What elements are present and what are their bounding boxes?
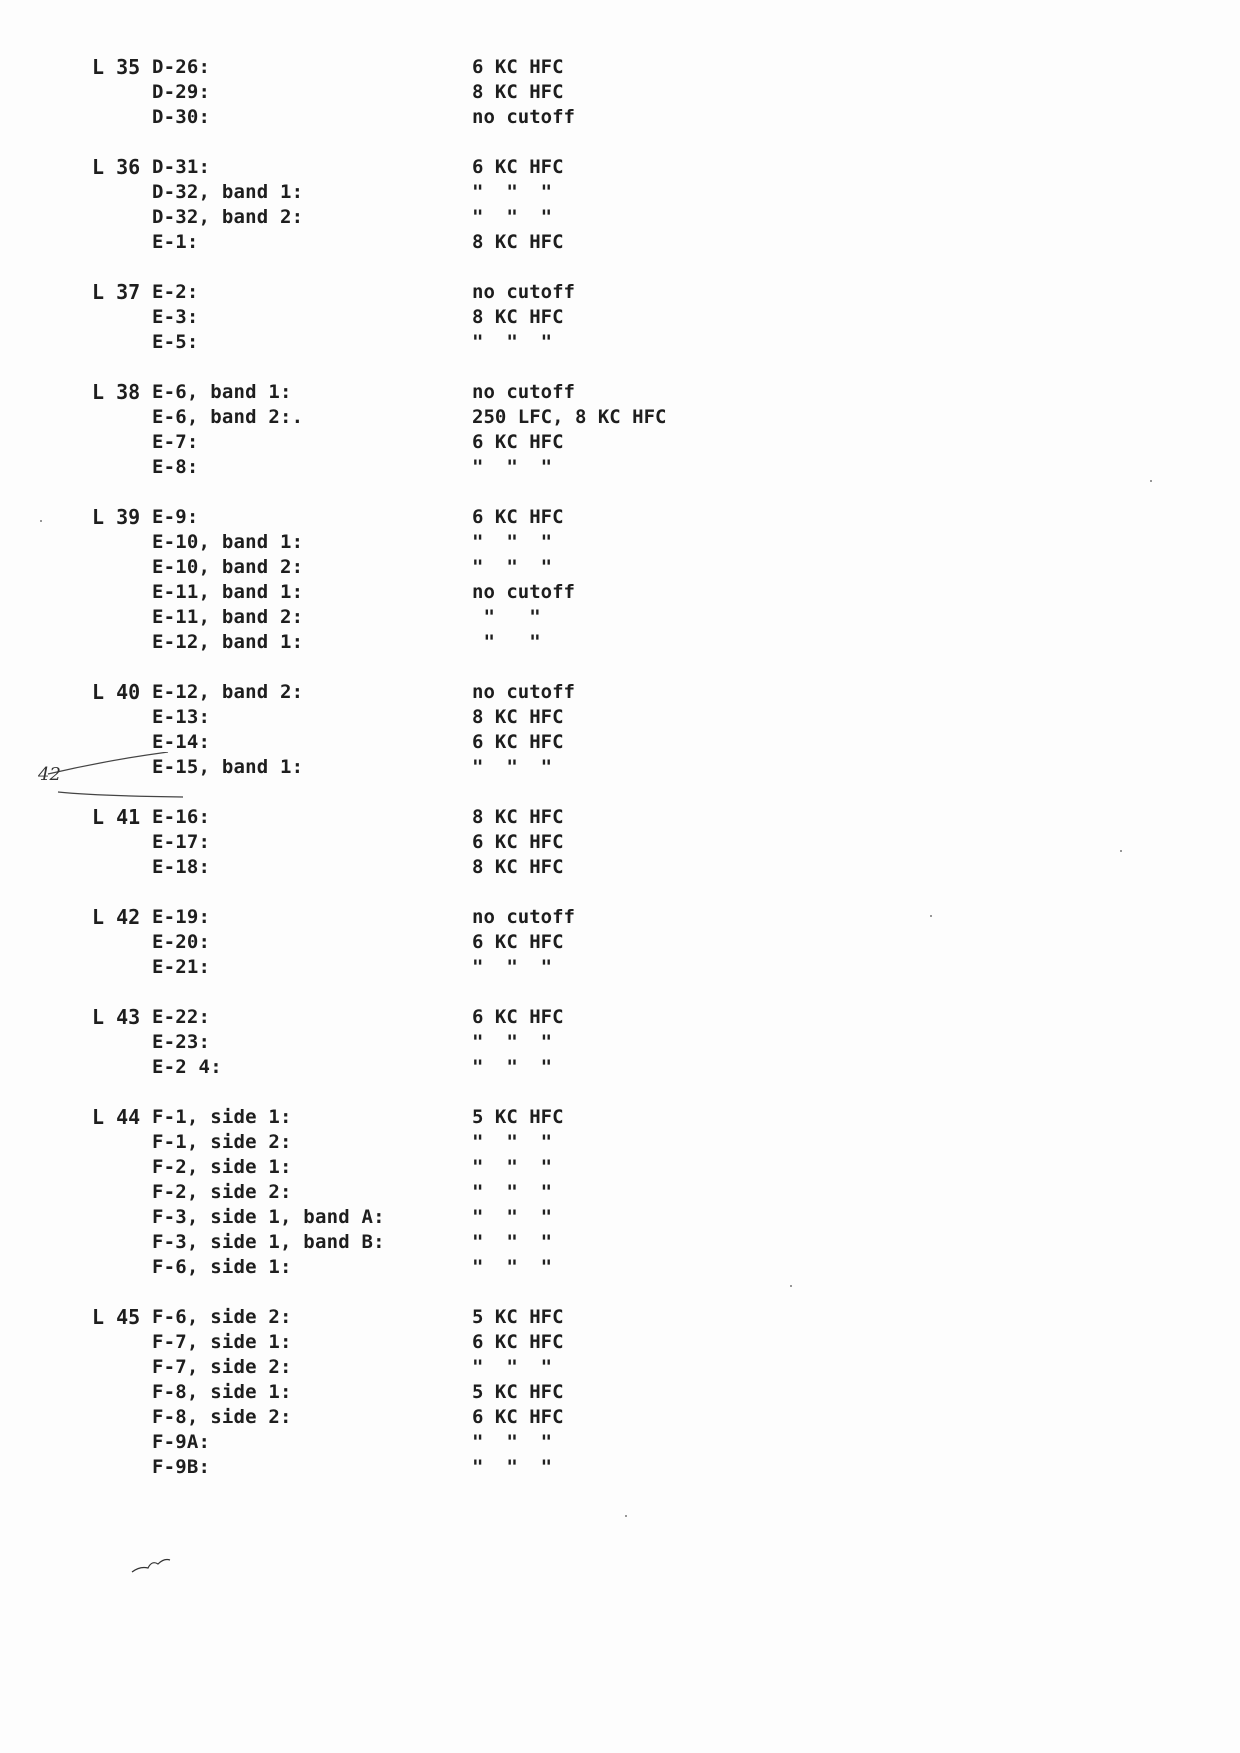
entry-row: [92, 455, 912, 480]
entry-row: [92, 305, 912, 330]
entry-row: [92, 1055, 912, 1080]
reel-label: [92, 105, 152, 130]
filter-cutoff: " " ": [472, 206, 553, 228]
entry-row: [92, 380, 912, 405]
disc-id: E-13:: [152, 706, 211, 728]
disc-id: D-29:: [152, 81, 211, 103]
entry-row: [92, 1355, 912, 1380]
reel-group: [92, 905, 912, 980]
entry-row: [92, 155, 912, 180]
filter-cutoff: no cutoff: [472, 281, 575, 303]
reel-group: [92, 155, 912, 255]
reel-label: [92, 180, 152, 205]
entry-row: [92, 1155, 912, 1180]
entry-row: [92, 430, 912, 455]
reel-group: [92, 280, 912, 355]
filter-cutoff: " " ": [472, 1256, 553, 1278]
entry-row: [92, 1005, 912, 1030]
reel-label: L 40: [92, 680, 141, 704]
filter-cutoff: no cutoff: [472, 906, 575, 928]
reel-group: [92, 1005, 912, 1080]
entry-row: [92, 1380, 912, 1405]
paper-speck: [930, 915, 932, 917]
filter-cutoff: 6 KC HFC: [472, 431, 564, 453]
filter-cutoff: 8 KC HFC: [472, 856, 564, 878]
entry-row: [92, 1180, 912, 1205]
reel-label: [92, 1155, 152, 1180]
entry-row: [92, 55, 912, 80]
disc-id: F-9A:: [152, 1431, 211, 1453]
disc-id: E-11, band 1:: [152, 581, 304, 603]
entry-row: [92, 605, 912, 630]
entry-row: [92, 1205, 912, 1230]
entry-row: [92, 1255, 912, 1280]
disc-id: F-9B:: [152, 1456, 211, 1478]
reel-label: [92, 580, 152, 605]
reel-group: [92, 805, 912, 880]
reel-label: [92, 1430, 152, 1455]
reel-label: [92, 1380, 152, 1405]
entry-row: [92, 1030, 912, 1055]
reel-label: [92, 1180, 152, 1205]
entry-row: [92, 1230, 912, 1255]
entry-row: [92, 680, 912, 705]
reel-label: [92, 1355, 152, 1380]
reel-label: [92, 1030, 152, 1055]
reel-label: [92, 955, 152, 980]
filter-cutoff: 8 KC HFC: [472, 706, 564, 728]
disc-id: E-2 4:: [152, 1056, 222, 1078]
filter-cutoff: " " ": [472, 1181, 553, 1203]
reel-label: L 44: [92, 1105, 141, 1129]
filter-cutoff: " " ": [472, 1356, 553, 1378]
disc-id: E-22:: [152, 1006, 211, 1028]
entry-row: [92, 405, 912, 430]
filter-cutoff: no cutoff: [472, 106, 575, 128]
disc-id: E-23:: [152, 1031, 211, 1053]
filter-cutoff: 6 KC HFC: [472, 831, 564, 853]
paper-speck: [40, 520, 42, 522]
disc-id: F-1, side 2:: [152, 1131, 292, 1153]
filter-cutoff: " " ": [472, 456, 553, 478]
disc-id: E-12, band 2:: [152, 681, 304, 703]
filter-cutoff: " " ": [472, 331, 553, 353]
filter-cutoff: " " ": [472, 1231, 553, 1253]
reel-label: [92, 430, 152, 455]
reel-label: [92, 230, 152, 255]
reel-label: [92, 1055, 152, 1080]
entry-row: [92, 1105, 912, 1130]
disc-id: E-17:: [152, 831, 211, 853]
disc-id: E-2:: [152, 281, 199, 303]
disc-id: E-3:: [152, 306, 199, 328]
reel-label: [92, 830, 152, 855]
entry-row: [92, 1305, 912, 1330]
entry-row: [92, 955, 912, 980]
disc-id: E-1:: [152, 231, 199, 253]
cutoff-listing: [92, 55, 912, 1505]
reel-label: L 42: [92, 905, 141, 929]
entry-row: [92, 505, 912, 530]
reel-label: L 35: [92, 55, 141, 79]
entry-row: [92, 805, 912, 830]
filter-cutoff: 8 KC HFC: [472, 306, 564, 328]
reel-label: L 45: [92, 1305, 141, 1329]
filter-cutoff: " " ": [472, 1156, 553, 1178]
entry-row: [92, 930, 912, 955]
paper-speck: [1150, 480, 1152, 482]
disc-id: F-3, side 1, band B:: [152, 1231, 385, 1253]
paper-speck: [625, 1515, 627, 1517]
disc-id: E-5:: [152, 331, 199, 353]
reel-label: [92, 205, 152, 230]
reel-label: [92, 855, 152, 880]
disc-id: E-10, band 1:: [152, 531, 304, 553]
disc-id: E-16:: [152, 806, 211, 828]
filter-cutoff: " " ": [472, 1031, 553, 1053]
filter-cutoff: " " ": [472, 756, 553, 778]
reel-label: L 43: [92, 1005, 141, 1029]
entry-row: [92, 180, 912, 205]
entry-row: [92, 280, 912, 305]
margin-note-text: 42: [38, 764, 61, 785]
filter-cutoff: " " ": [472, 1131, 553, 1153]
entry-row: [92, 230, 912, 255]
filter-cutoff: " " ": [472, 1056, 553, 1078]
disc-id: D-32, band 1:: [152, 181, 304, 203]
disc-id: D-30:: [152, 106, 211, 128]
filter-cutoff: 5 KC HFC: [472, 1106, 564, 1128]
reel-label: L 39: [92, 505, 141, 529]
entry-row: [92, 1430, 912, 1455]
filter-cutoff: " " ": [472, 1456, 553, 1478]
disc-id: F-6, side 1:: [152, 1256, 292, 1278]
disc-id: E-6, band 2:.: [152, 406, 304, 428]
filter-cutoff: " " ": [472, 956, 553, 978]
reel-label: [92, 1455, 152, 1480]
entry-row: [92, 555, 912, 580]
disc-id: F-6, side 2:: [152, 1306, 292, 1328]
disc-id: F-7, side 1:: [152, 1331, 292, 1353]
filter-cutoff: " ": [472, 606, 541, 628]
filter-cutoff: " " ": [472, 531, 553, 553]
disc-id: E-9:: [152, 506, 199, 528]
disc-id: E-8:: [152, 456, 199, 478]
reel-label: [92, 555, 152, 580]
disc-id: D-26:: [152, 56, 211, 78]
reel-label: [92, 330, 152, 355]
reel-label: [92, 1330, 152, 1355]
disc-id: E-18:: [152, 856, 211, 878]
entry-row: [92, 1130, 912, 1155]
entry-row: [92, 1330, 912, 1355]
reel-label: [92, 605, 152, 630]
entry-row: [92, 630, 912, 655]
handwritten-squiggle: [130, 1548, 190, 1578]
reel-group: [92, 380, 912, 480]
reel-label: [92, 1205, 152, 1230]
entry-row: [92, 1405, 912, 1430]
filter-cutoff: no cutoff: [472, 581, 575, 603]
entry-row: [92, 1455, 912, 1480]
disc-id: E-20:: [152, 931, 211, 953]
filter-cutoff: 6 KC HFC: [472, 156, 564, 178]
entry-row: [92, 205, 912, 230]
reel-label: [92, 455, 152, 480]
reel-group: [92, 505, 912, 655]
reel-label: [92, 705, 152, 730]
filter-cutoff: 8 KC HFC: [472, 231, 564, 253]
disc-id: F-3, side 1, band A:: [152, 1206, 385, 1228]
filter-cutoff: 6 KC HFC: [472, 1331, 564, 1353]
disc-id: E-12, band 1:: [152, 631, 304, 653]
disc-id: E-6, band 1:: [152, 381, 292, 403]
entry-row: [92, 105, 912, 130]
entry-row: [92, 80, 912, 105]
filter-cutoff: 6 KC HFC: [472, 931, 564, 953]
reel-label: L 38: [92, 380, 141, 404]
reel-label: [92, 1255, 152, 1280]
disc-id: E-10, band 2:: [152, 556, 304, 578]
reel-label: L 36: [92, 155, 141, 179]
reel-label: L 41: [92, 805, 141, 829]
filter-cutoff: 8 KC HFC: [472, 806, 564, 828]
entry-row: [92, 330, 912, 355]
disc-id: E-21:: [152, 956, 211, 978]
filter-cutoff: 6 KC HFC: [472, 1006, 564, 1028]
reel-group: [92, 1105, 912, 1280]
filter-cutoff: " ": [472, 631, 541, 653]
entry-row: [92, 530, 912, 555]
reel-label: [92, 1130, 152, 1155]
disc-id: F-7, side 2:: [152, 1356, 292, 1378]
handwritten-margin-note: [18, 752, 198, 812]
disc-id: E-15, band 1:: [152, 756, 304, 778]
filter-cutoff: 6 KC HFC: [472, 506, 564, 528]
disc-id: E-11, band 2:: [152, 606, 304, 628]
disc-id: F-2, side 1:: [152, 1156, 292, 1178]
entry-row: [92, 580, 912, 605]
filter-cutoff: " " ": [472, 556, 553, 578]
filter-cutoff: " " ": [472, 1431, 553, 1453]
reel-label: [92, 80, 152, 105]
disc-id: F-1, side 1:: [152, 1106, 292, 1128]
disc-id: D-31:: [152, 156, 211, 178]
filter-cutoff: no cutoff: [472, 381, 575, 403]
filter-cutoff: " " ": [472, 1206, 553, 1228]
paper-speck: [790, 1285, 792, 1287]
reel-group: [92, 55, 912, 130]
reel-group: [92, 1305, 912, 1480]
entry-row: [92, 905, 912, 930]
disc-id: D-32, band 2:: [152, 206, 304, 228]
entry-row: [92, 830, 912, 855]
disc-id: F-8, side 2:: [152, 1406, 292, 1428]
reel-label: [92, 1230, 152, 1255]
filter-cutoff: 6 KC HFC: [472, 731, 564, 753]
disc-id: E-19:: [152, 906, 211, 928]
disc-id: E-7:: [152, 431, 199, 453]
filter-cutoff: no cutoff: [472, 681, 575, 703]
reel-label: [92, 930, 152, 955]
reel-label: [92, 530, 152, 555]
disc-id: E-14:: [152, 731, 211, 753]
filter-cutoff: 5 KC HFC: [472, 1306, 564, 1328]
disc-id: F-2, side 2:: [152, 1181, 292, 1203]
filter-cutoff: 5 KC HFC: [472, 1381, 564, 1403]
filter-cutoff: 250 LFC, 8 KC HFC: [472, 406, 667, 428]
reel-label: [92, 630, 152, 655]
entry-row: [92, 730, 912, 755]
reel-group: [92, 680, 912, 780]
filter-cutoff: 8 KC HFC: [472, 81, 564, 103]
filter-cutoff: " " ": [472, 181, 553, 203]
reel-label: [92, 1405, 152, 1430]
reel-label: L 37: [92, 280, 141, 304]
entry-row: [92, 855, 912, 880]
filter-cutoff: 6 KC HFC: [472, 56, 564, 78]
reel-label: [92, 405, 152, 430]
entry-row: [92, 755, 912, 780]
reel-label: [92, 305, 152, 330]
filter-cutoff: 6 KC HFC: [472, 1406, 564, 1428]
paper-speck: [1120, 850, 1122, 852]
disc-id: F-8, side 1:: [152, 1381, 292, 1403]
entry-row: [92, 705, 912, 730]
